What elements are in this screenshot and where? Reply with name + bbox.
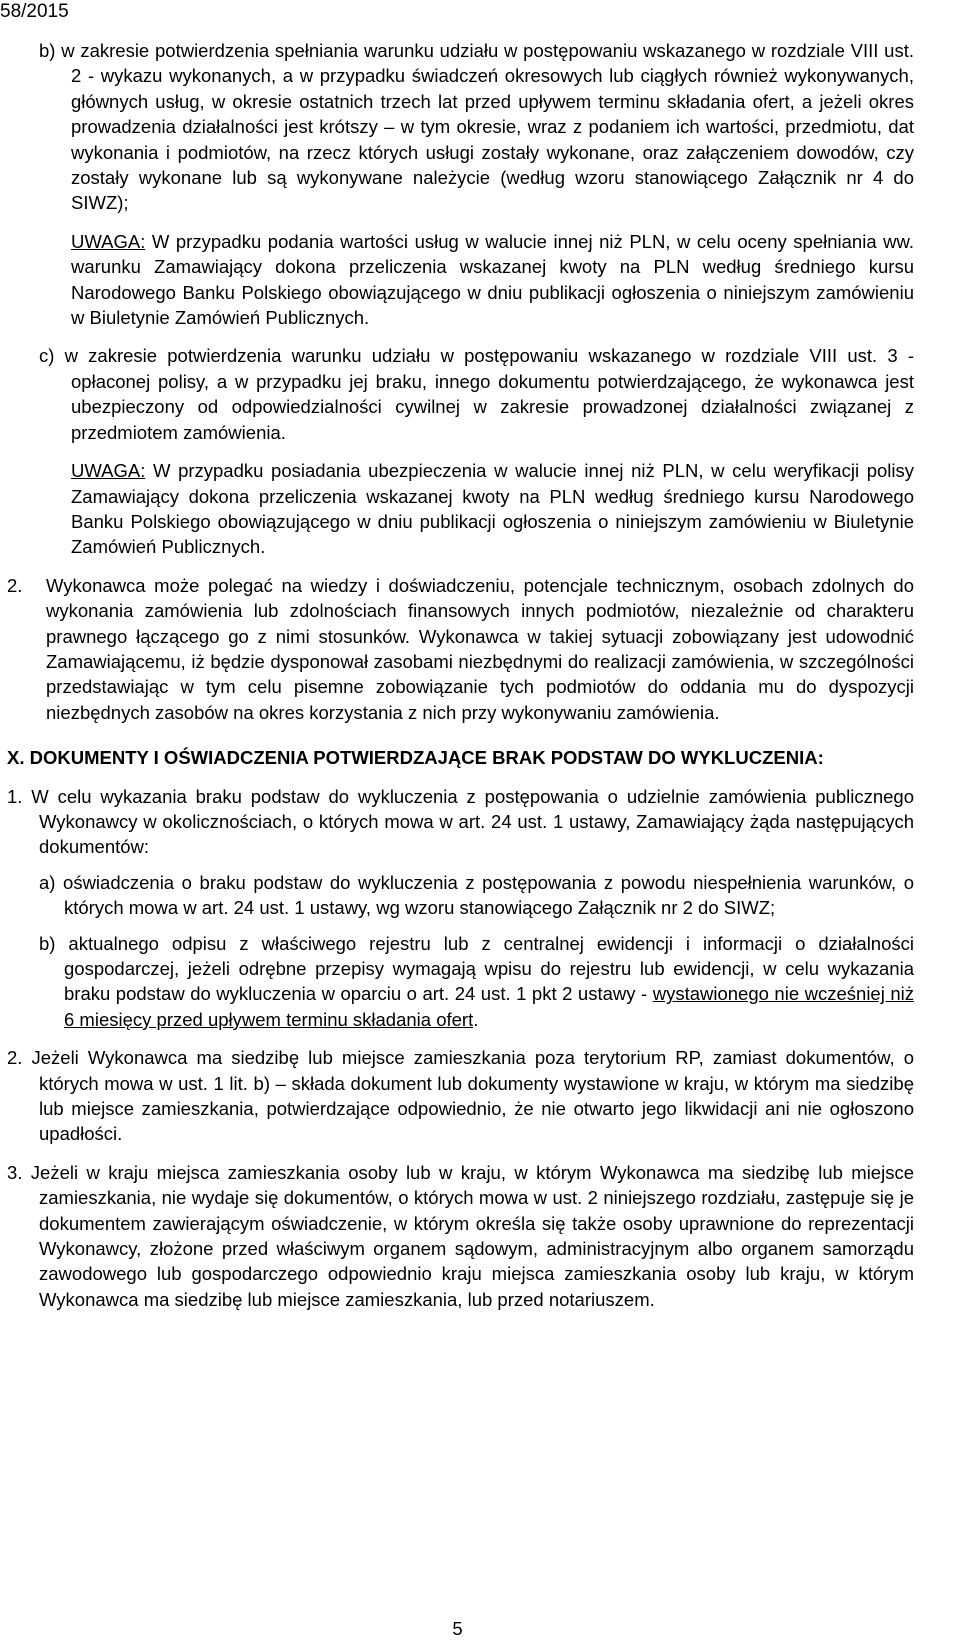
note-c-text: W przypadku posiadania ubezpieczenia w walucie innej niż PLN, w celu weryfikacji polisy Zamawiający dokona przeliczenia wskazanej kwoty na PLN według średniego kursu Narodowego Banku Polskiego obowiązującego w dniu publikacji ogłoszenia o niniejszym zamówieniu w Biuletynie Zamówień Publicznych. xyxy=(71,460,914,558)
section-x-item-1-a: a) oświadczenia o braku podstaw do wykluczenia z postępowania z powodu niespełnienia warunków, o których mowa w art. 24 ust. 1 ustawy, wg wzoru stanowiącego Załącznik nr 2 do SIWZ; xyxy=(39,871,914,919)
note-c xyxy=(0,458,960,560)
item-1-b-underlined: wystawionego nie wcześniej niż 6 miesięcy przed upływem terminu składania ofert xyxy=(64,983,914,1030)
page-header-label: 58/2015 xyxy=(0,1,69,22)
item-1-b-end: . xyxy=(473,1008,479,1030)
section-x-item-1-b xyxy=(0,931,960,1033)
note-b-label: UWAGA: xyxy=(71,230,146,252)
section-x-heading: X. DOKUMENTY I OŚWIADCZENIA POTWIERDZAJĄCE BRAK PODSTAW DO WYKLUCZENIA: xyxy=(7,747,824,769)
item-2-number: 2. xyxy=(7,574,23,596)
section-x-item-3: 3. Jeżeli w kraju miejsca zamieszkania osoby lub w kraju, w którym Wykonawca ma siedzibę lub miejsce zamieszkania, nie wydaje się dokumentów, o których mowa w ust. 2 niniejszego rozdziału, zastępuje się je dokumentem zawierającym oświadczenie, w którym określa się także osoby uprawnione do reprezentacji Wykonawcy, złożone przed właściwym organem sądowym, administracyjnym albo organem samorządu zawodowego lub gospodarczego odpowiednio kraju miejsca zamieszkania osoby lub kraju, w którym Wykonawca ma siedzibę lub miejsce zamieszkania, lub przed notariuszem. xyxy=(7,1161,914,1310)
section-x-item-2: 2. Jeżeli Wykonawca ma siedzibę lub miejsce zamieszkania poza terytorium RP, zamiast dokumentów, o których mowa w ust. 1 lit. b) – składa dokument lub dokumenty wystawione w kraju, w którym ma siedzibę lub miejsce zamieszkania, potwierdzające odpowiednio, że nie otwarto jego likwidacji ani nie ogłoszono upadłości. xyxy=(7,1047,914,1145)
item-2-text: Wykonawca może polegać na wiedzy i doświadczeniu, potencjale technicznym, osobach zdolnych do wykonania zamówienia lub zdolnościach finansowych innych podmiotów, niezależnie od charakteru prawnego łączącego go z nimi stosunków. Wykonawca w takiej sytuacji zobowiązany jest udowodnić Zamawiającemu, iż będzie dysponował zasobami niezbędnymi do realizacji zamówienia, w szczególności przedstawiając w tym celu pisemne zobowiązanie tych podmiotów do oddania mu do dyspozycji niezbędnych zasobów na okres korzystania z nich przy wykonywaniu zamówienia. xyxy=(46,574,914,723)
note-b-text: W przypadku podania wartości usług w walucie innej niż PLN, w celu oceny spełniania ww. warunku Zamawiający dokona przeliczenia wskazanej kwoty na PLN według średniego kursu Narodowego Banku Polskiego obowiązującego w dniu publikacji ogłoszenia o niniejszym zamówieniu w Biuletynie Zamówień Publicznych. xyxy=(71,230,914,329)
page-number: 5 xyxy=(452,1618,463,1639)
section-x-item-1: 1. W celu wykazania braku podstaw do wykluczenia z postępowania o udzielnie zamówienia publicznego Wykonawcy w okolicznościach, o których mowa w art. 24 ust. 1 ustawy, Zamawiający żąda następujących dokumentów: xyxy=(7,785,914,858)
document-body xyxy=(0,38,960,1325)
item-1-b-text: b) aktualnego odpisu z właściwego rejestru lub z centralnej ewidencji i informacji o działalności gospodarczej, jeżeli odrębne przepisy wymagają wpisu do rejestru lub ewidencji, w celu wykazania braku podstaw do wykluczenia w oparciu o art. 24 ust. 1 pkt 2 ustawy - xyxy=(39,932,914,1005)
paragraph-b: b) w zakresie potwierdzenia spełniania warunku udziału w postępowaniu wskazanego w rozdziale VIII ust. 2 - wykazu wykonanych, a w przypadku świadczeń okresowych lub ciągłych również wykonywanych, głównych usług, w okresie ostatnich trzech lat przed upływem terminu składania ofert, a jeżeli okres prowadzenia działalności jest krótszy – w tym okresie, wraz z podaniem ich wartości, przedmiotu, dat wykonania i podmiotów, na rzecz których usługi zostały wykonane, oraz załączeniem dowodów, czy zostały wykonane lub są wykonywane należycie (według wzoru stanowiącego Załącznik nr 4 do SIWZ); xyxy=(39,40,914,214)
item-2 xyxy=(0,573,960,725)
note-b xyxy=(0,229,960,331)
note-c-label: UWAGA: xyxy=(71,460,146,482)
paragraph-c: c) w zakresie potwierdzenia warunku udziału w postępowaniu wskazanego w rozdziale VIII ust. 3 - opłaconej polisy, a w przypadku jej braku, innego dokumentu potwierdzającego, że wykonawca jest ubezpieczony od odpowiedzialności cywilnej w zakresie prowadzonej działalności związanej z przedmiotem zamówienia. xyxy=(39,345,914,443)
